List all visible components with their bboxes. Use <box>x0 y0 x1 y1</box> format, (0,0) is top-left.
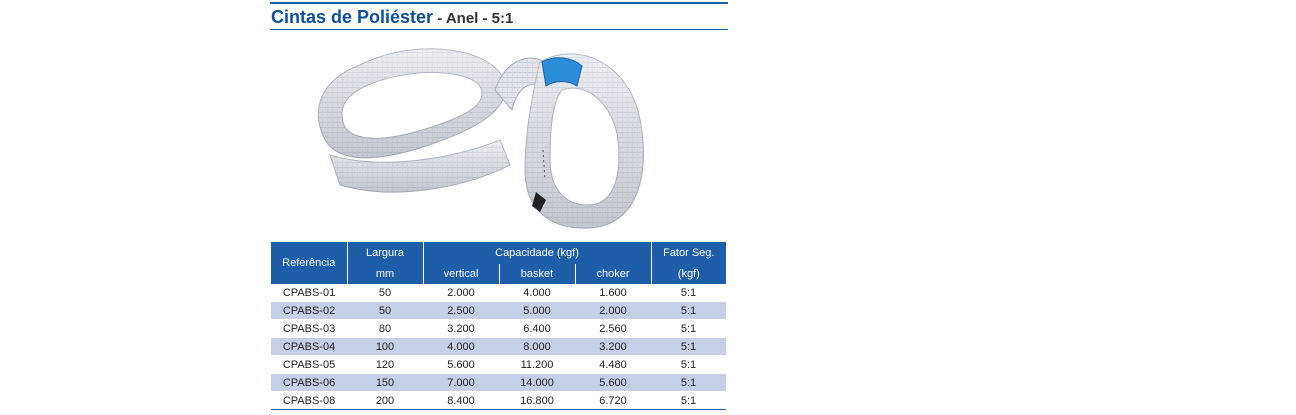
cell-reference: CPABS-06 <box>271 374 347 392</box>
capacity-table <box>271 242 726 410</box>
table-row <box>271 284 726 302</box>
cell-choker: 2.000 <box>575 302 651 320</box>
cell-choker: 5.600 <box>575 374 651 392</box>
polyester-sling-image <box>300 40 670 236</box>
header-safety-unit: (kgf) <box>651 264 726 284</box>
cell-reference: CPABS-03 <box>271 320 347 338</box>
cell-width: 100 <box>347 338 423 356</box>
table-row <box>271 374 726 392</box>
cell-factor: 5:1 <box>651 374 726 392</box>
cell-choker: 1.600 <box>575 284 651 302</box>
header-safety-factor: Fator Seg. <box>651 242 726 264</box>
cell-reference: CPABS-01 <box>271 284 347 302</box>
cell-factor: 5:1 <box>651 338 726 356</box>
cell-width: 50 <box>347 302 423 320</box>
cell-basket: 8.000 <box>499 338 575 356</box>
table-row <box>271 338 726 356</box>
cell-width: 120 <box>347 356 423 374</box>
cell-width: 200 <box>347 392 423 410</box>
cell-factor: 5:1 <box>651 284 726 302</box>
cell-basket: 14.000 <box>499 374 575 392</box>
cell-choker: 4.480 <box>575 356 651 374</box>
cell-factor: 5:1 <box>651 320 726 338</box>
cell-factor: 5:1 <box>651 392 726 410</box>
cell-vertical: 7.000 <box>423 374 499 392</box>
cell-reference: CPABS-02 <box>271 302 347 320</box>
top-rule <box>270 2 728 4</box>
cell-reference: CPABS-08 <box>271 392 347 410</box>
header-vertical: vertical <box>423 264 499 284</box>
cell-basket: 4.000 <box>499 284 575 302</box>
cell-factor: 5:1 <box>651 356 726 374</box>
title-rule <box>270 29 728 30</box>
cell-basket: 6.400 <box>499 320 575 338</box>
cell-vertical: 3.200 <box>423 320 499 338</box>
cell-vertical: 4.000 <box>423 338 499 356</box>
header-capacity: Capacidade (kgf) <box>423 242 651 264</box>
header-reference: Referência <box>271 242 347 284</box>
header-choker: choker <box>575 264 651 284</box>
cell-vertical: 5.600 <box>423 356 499 374</box>
cell-vertical: 2.000 <box>423 284 499 302</box>
cell-width: 80 <box>347 320 423 338</box>
header-width-unit: mm <box>347 264 423 284</box>
header-width: Largura <box>347 242 423 264</box>
cell-factor: 5:1 <box>651 302 726 320</box>
cell-vertical: 8.400 <box>423 392 499 410</box>
table-row <box>271 392 726 410</box>
cell-reference: CPABS-04 <box>271 338 347 356</box>
cell-vertical: 2.500 <box>423 302 499 320</box>
cell-width: 150 <box>347 374 423 392</box>
cell-choker: 6.720 <box>575 392 651 410</box>
table-row <box>271 320 726 338</box>
page-title <box>271 7 513 29</box>
cell-choker: 2.560 <box>575 320 651 338</box>
cell-basket: 5.000 <box>499 302 575 320</box>
cell-choker: 3.200 <box>575 338 651 356</box>
cell-width: 50 <box>347 284 423 302</box>
header-basket: basket <box>499 264 575 284</box>
title-main: Cintas de Poliéster <box>271 7 434 27</box>
table-row <box>271 302 726 320</box>
table-row <box>271 356 726 374</box>
cell-reference: CPABS-05 <box>271 356 347 374</box>
cell-basket: 11.200 <box>499 356 575 374</box>
title-sub: - Anel - 5:1 <box>433 10 514 27</box>
cell-basket: 16.800 <box>499 392 575 410</box>
